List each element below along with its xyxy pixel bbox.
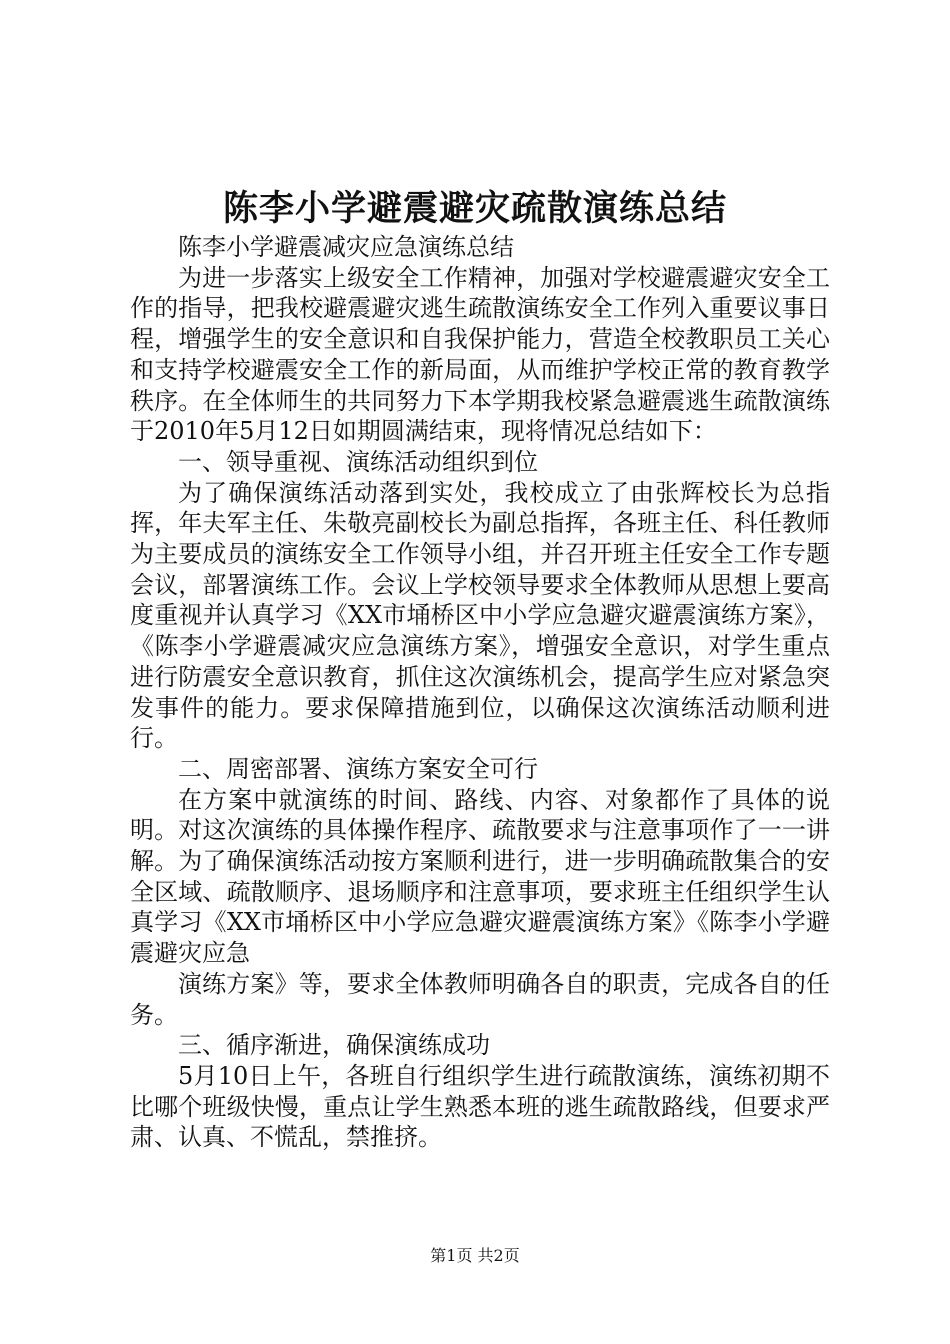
section-2-paragraph-cont: 演练方案》等，要求全体教师明确各自的职责，完成各自的任务。 bbox=[130, 969, 830, 1029]
section-1-paragraph: 为了确保演练活动落到实处，我校成立了由张辉校长为总指挥，年夫军主任、朱敬亮副校长为副总指挥，各班主任、科任教师为主要成员的演练安全工作领导小组，并召开班主任安全工作专题会议，部署演练工作。会议上学校领导要求全体教师从思想上要高度重视并认真学习《XX市埇桥区中小学应急避灾避震演练方案》，《陈李小学避震减灾应急演练方案》，增强安全意识，对学生重点进行防震安全意识教育，抓住这次演练机会，提高学生应对紧急突发事件的能力。要求保障措施到位，以确保这次演练活动顺利进行。 bbox=[130, 478, 830, 753]
section-heading-1: 一、领导重视、演练活动组织到位 bbox=[178, 447, 538, 476]
page-number-footer: 第1页 共2页 bbox=[430, 1246, 520, 1265]
section-3-paragraph: 5月10日上午，各班自行组织学生进行疏散演练，演练初期不比哪个班级快慢，重点让学生熟悉本班的逃生疏散路线，但要求严肃、认真、不慌乱，禁推挤。 bbox=[130, 1061, 830, 1152]
subtitle-paragraph: 陈李小学避震减灾应急演练总结 bbox=[178, 233, 514, 261]
document-body bbox=[130, 232, 830, 1153]
intro-paragraph: 为进一步落实上级安全工作精神，加强对学校避震避灾安全工作的指导，把我校避震避灾逃生疏散演练安全工作列入重要议事日程，增强学生的安全意识和自我保护能力，营造全校教职员工关心和支持学校避震安全工作的新局面，从而维护学校正常的教育教学秩序。在全体师生的共同努力下本学期我校紧急避震逃生疏散演练于2010年5月12日如期圆满结束，现将情况总结如下： bbox=[130, 263, 830, 446]
section-heading-2: 二、周密部署、演练方案安全可行 bbox=[178, 754, 538, 783]
section-heading-3: 三、循序渐进，确保演练成功 bbox=[178, 1031, 490, 1060]
document-title: 陈李小学避震避灾疏散演练总结 bbox=[222, 188, 727, 229]
section-2-paragraph: 在方案中就演练的时间、路线、内容、对象都作了具体的说明。对这次演练的具体操作程序、疏散要求与注意事项作了一一讲解。为了确保演练活动按方案顺利进行，进一步明确疏散集合的安全区域、疏散顺序、退场顺序和注意事项，要求班主任组织学生认真学习《XX市埇桥区中小学应急避灾避震演练方案》《陈李小学避震避灾应急 bbox=[130, 785, 830, 968]
